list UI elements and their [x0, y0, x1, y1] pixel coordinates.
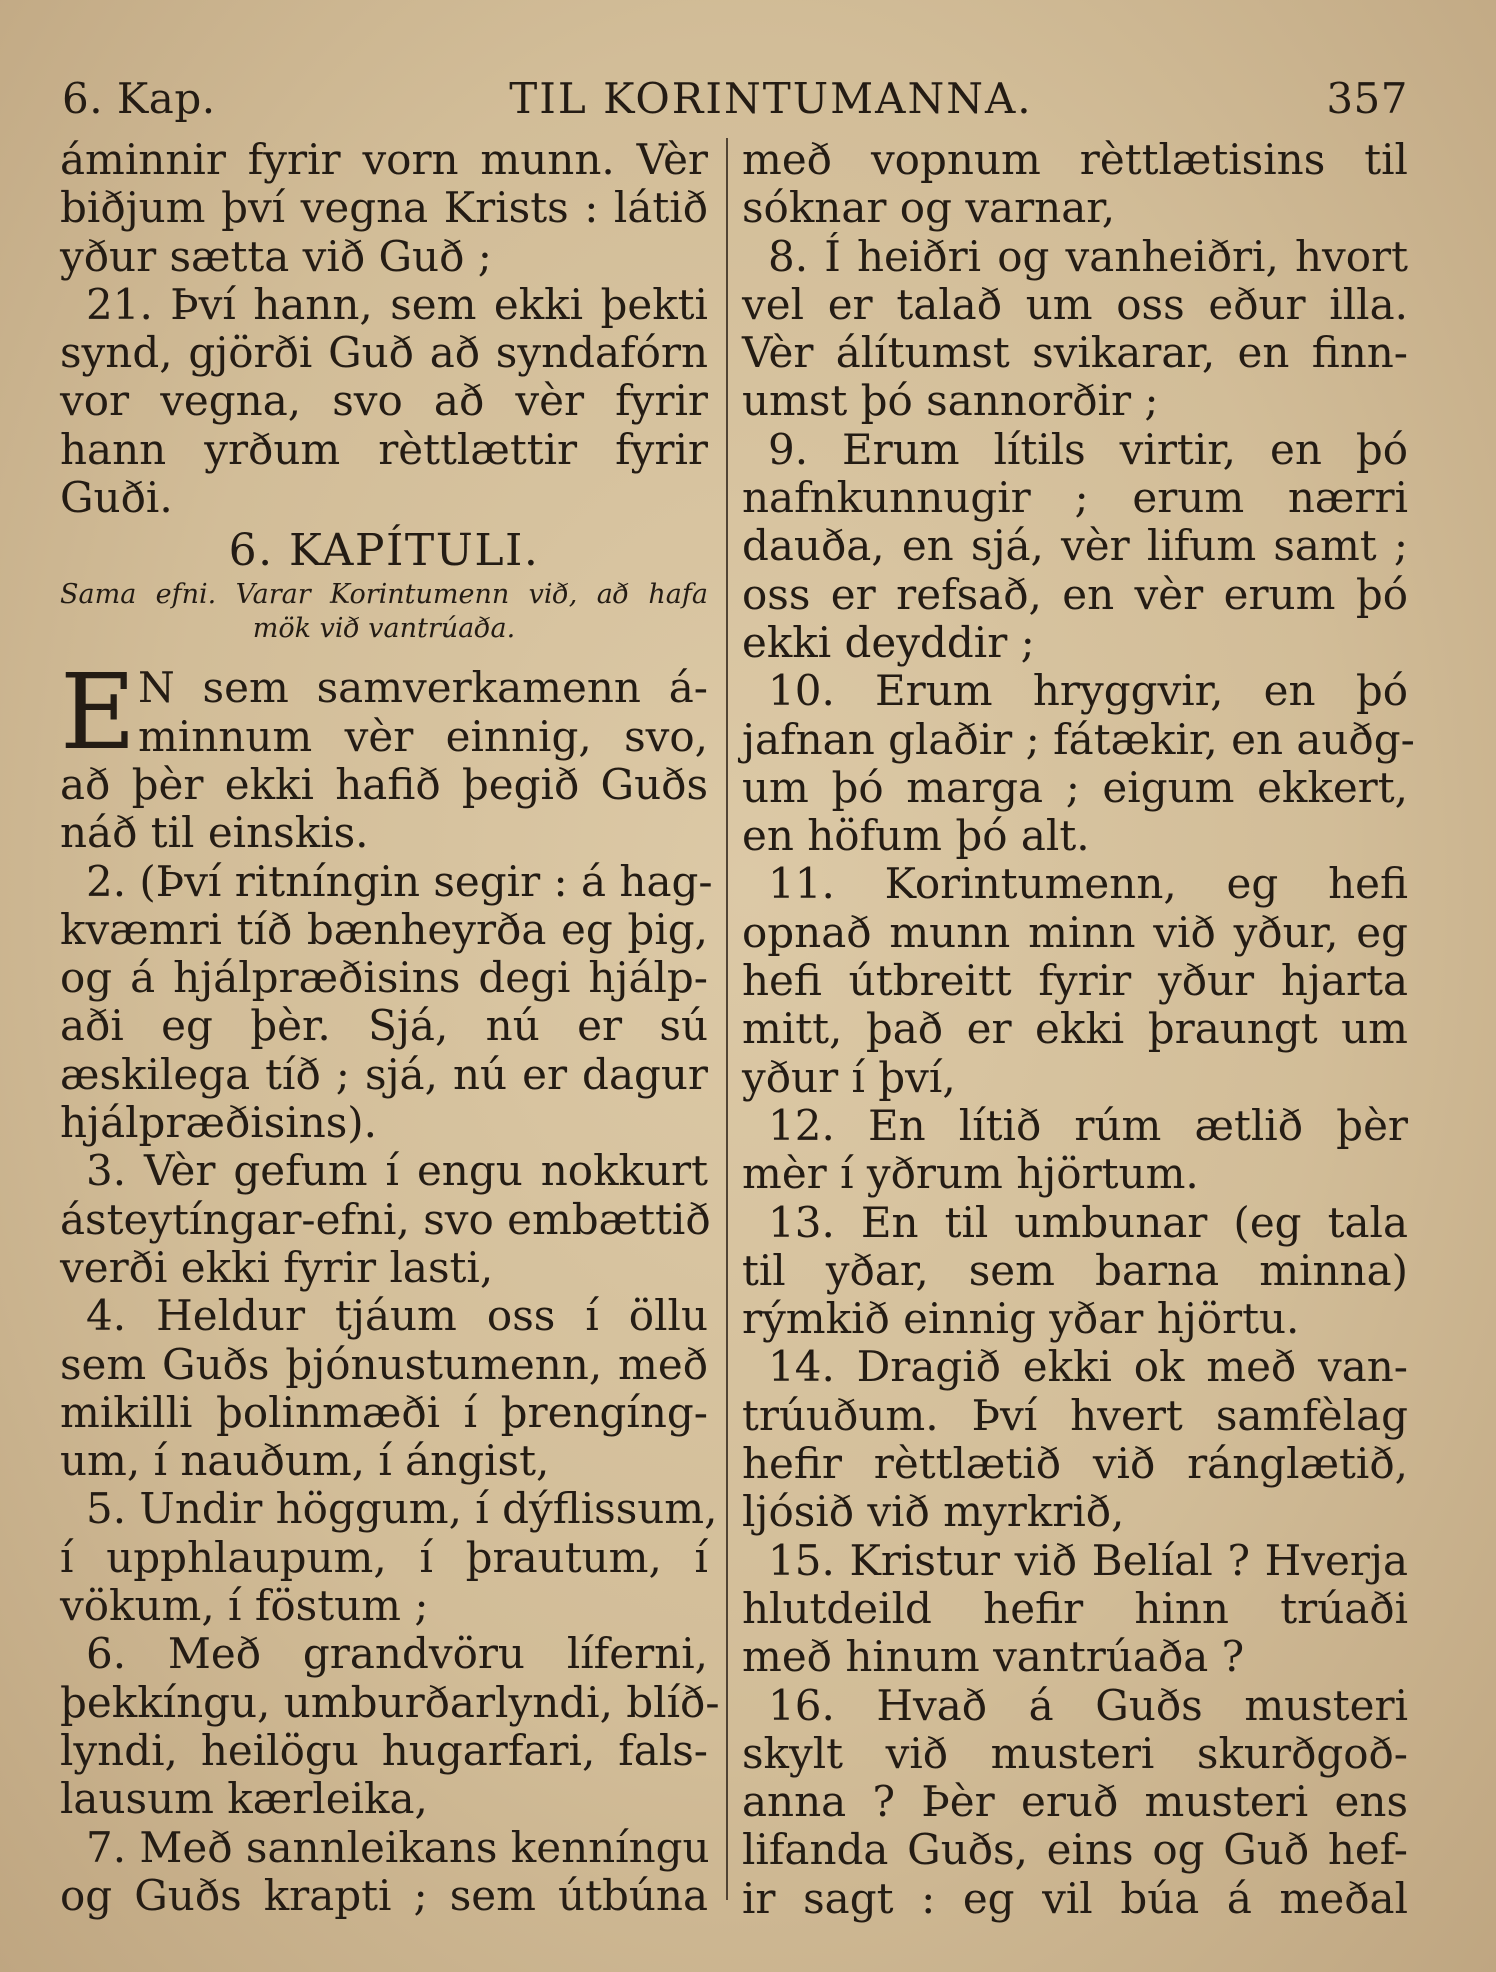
text-line: sem Guðs þjónustumenn, með [60, 1339, 708, 1389]
text-line: í upphlaupum, í þrautum, í [60, 1532, 708, 1582]
text-line: yður í því, [742, 1052, 956, 1102]
page-header [62, 68, 1408, 128]
verse-start-line: 8. Í heiðri og vanheiðri, hvort [768, 231, 1408, 281]
chapter-summary-line: mök við vantrúaða. [252, 613, 516, 645]
text-line: dauða, en sjá, vèr lifum samt ; [742, 521, 1408, 571]
text-line: ásteytíngar-efni, svo embættið [60, 1194, 711, 1244]
text-line: kvæmri tíð bænheyrða eg þig, [60, 904, 708, 954]
verse-start-line: 14. Dragið ekki ok með van- [768, 1342, 1408, 1392]
text-line: um þó marga ; eigum ekkert, [742, 762, 1408, 812]
verse-start-line: 3. Vèr gefum í engu nokkurt [86, 1146, 708, 1196]
left-column [60, 135, 720, 1920]
text-line: verði ekki fyrir lasti, [60, 1242, 494, 1292]
verse-start-line: 15. Kristur við Belíal ? Hverja [768, 1535, 1408, 1585]
text-line: mèr í yðrum hjörtum. [742, 1149, 1199, 1199]
text-line: þekkíngu, umburðarlyndi, blíð- [60, 1677, 720, 1727]
text-line: skylt við musteri skurðgoð- [742, 1728, 1408, 1778]
text-line: Guði. [60, 473, 173, 523]
chapter-label: 6. Kap. [62, 73, 216, 123]
text-line: lyndi, heilögu hugarfari, fals- [60, 1725, 708, 1775]
text-line: og Guðs krapti ; sem útbúna [60, 1870, 708, 1920]
text-line: vor vegna, svo að vèr fyrir [60, 376, 708, 426]
text-line: opnað munn minn við yður, eg [742, 907, 1408, 957]
text-line: ljósið við myrkrið, [742, 1487, 1125, 1537]
text-line: biðjum því vegna Krists : látið [60, 183, 708, 233]
text-line: en höfum þó alt. [742, 811, 1090, 861]
text-line: nafnkunnugir ; erum nærri [742, 473, 1408, 523]
text-line: hefi útbreitt fyrir yður hjarta [742, 956, 1408, 1006]
text-line: náð til einskis. [60, 808, 369, 858]
text-line: hann yrðum rèttlættir fyrir [60, 424, 708, 474]
chapter-summary-line: Sama efni. Varar Korintumenn við, að hafa [60, 579, 708, 611]
text-line: sóknar og varnar, [742, 183, 1116, 233]
verse-start-line: 13. En til umbunar (eg tala [768, 1197, 1408, 1247]
verse-start-line: 6. Með grandvöru líferni, [86, 1629, 708, 1679]
text-line: ir sagt : eg vil búa á meðal [742, 1873, 1408, 1923]
text-line: með vopnum rèttlætisins til [742, 135, 1408, 184]
text-line: og á hjálpræðisins degi hjálp- [60, 953, 708, 1003]
column-divider [726, 138, 728, 1900]
text-line: hjálpræðisins). [60, 1098, 378, 1148]
text-line: með hinum vantrúaða ? [742, 1632, 1245, 1682]
verse-start-line: 12. En lítið rúm ætlið þèr [768, 1100, 1408, 1150]
text-line: aði eg þèr. Sjá, nú er sú [60, 1001, 708, 1051]
chapter-heading: 6. KAPÍTULI. [228, 525, 540, 577]
text-line: anna ? Þèr eruð musteri ens [742, 1777, 1408, 1827]
running-title: TIL KORINTUMANNA. [509, 73, 1033, 123]
verse-start-line: 16. Hvað á Guðs musteri [768, 1680, 1408, 1730]
text-line: til yðar, sem barna minna) [742, 1245, 1408, 1295]
verse-start-line: 5. Undir höggum, í dýflissum, [86, 1484, 718, 1534]
text-line: hefir rèttlætið við ránglætið, [742, 1439, 1408, 1489]
text-line: um, í nauðum, í ángist, [60, 1436, 550, 1486]
verse-start-line: 10. Erum hryggvir, en þó [768, 666, 1408, 716]
text-line: æskilega tíð ; sjá, nú er dagur [60, 1049, 708, 1099]
verse-start-line: 21. Því hann, sem ekki þekti [86, 279, 708, 329]
chapter-opening [60, 651, 708, 774]
right-column [742, 135, 1415, 1923]
text-line: minnum vèr einnig, svo, [138, 711, 708, 761]
text-line: N sem samverkamenn á- [138, 663, 708, 713]
text-line: hlutdeild hefir hinn trúaði [742, 1583, 1408, 1633]
text-line: jafnan glaðir ; fátækir, en auðg- [742, 714, 1415, 764]
verse-start-line: 9. Erum lítils virtir, en þó [768, 424, 1408, 474]
text-line: ekki deyddir ; [742, 617, 1035, 667]
verse-start-line: 4. Heldur tjáum oss í öllu [86, 1291, 708, 1341]
text-line: synd, gjörði Guð að syndafórn [60, 328, 708, 378]
text-line: að þèr ekki hafið þegið Guðs [60, 759, 708, 809]
text-line: mitt, það er ekki þraungt um [742, 1004, 1408, 1054]
text-line: áminnir fyrir vorn munn. Vèr [60, 135, 708, 184]
text-line: oss er refsað, en vèr erum þó [742, 569, 1408, 619]
text-line: vel er talað um oss eður illa. [742, 279, 1408, 329]
drop-cap: E [60, 651, 136, 774]
text-line: lifanda Guðs, eins og Guð hef- [742, 1825, 1408, 1875]
text-line: vökum, í föstum ; [60, 1581, 429, 1631]
text-line: trúuðum. Því hvert samfèlag [742, 1390, 1408, 1440]
text-line: mikilli þolinmæði í þrengíng- [60, 1387, 708, 1437]
text-line: lausum kærleika, [60, 1774, 428, 1824]
text-line: rýmkið einnig yðar hjörtu. [742, 1294, 1300, 1344]
verse-start-line: 2. (Því ritníngin segir : á hag- [86, 856, 713, 906]
page-number: 357 [1326, 73, 1408, 123]
verse-start-line: 7. Með sannleikans kenníngu [86, 1822, 710, 1872]
text-line: Vèr álítumst svikarar, en finn- [742, 328, 1408, 378]
text-line: yður sætta við Guð ; [60, 231, 492, 281]
verse-start-line: 11. Korintumenn, eg hefi [768, 859, 1408, 909]
text-line: umst þó sannorðir ; [742, 376, 1159, 426]
